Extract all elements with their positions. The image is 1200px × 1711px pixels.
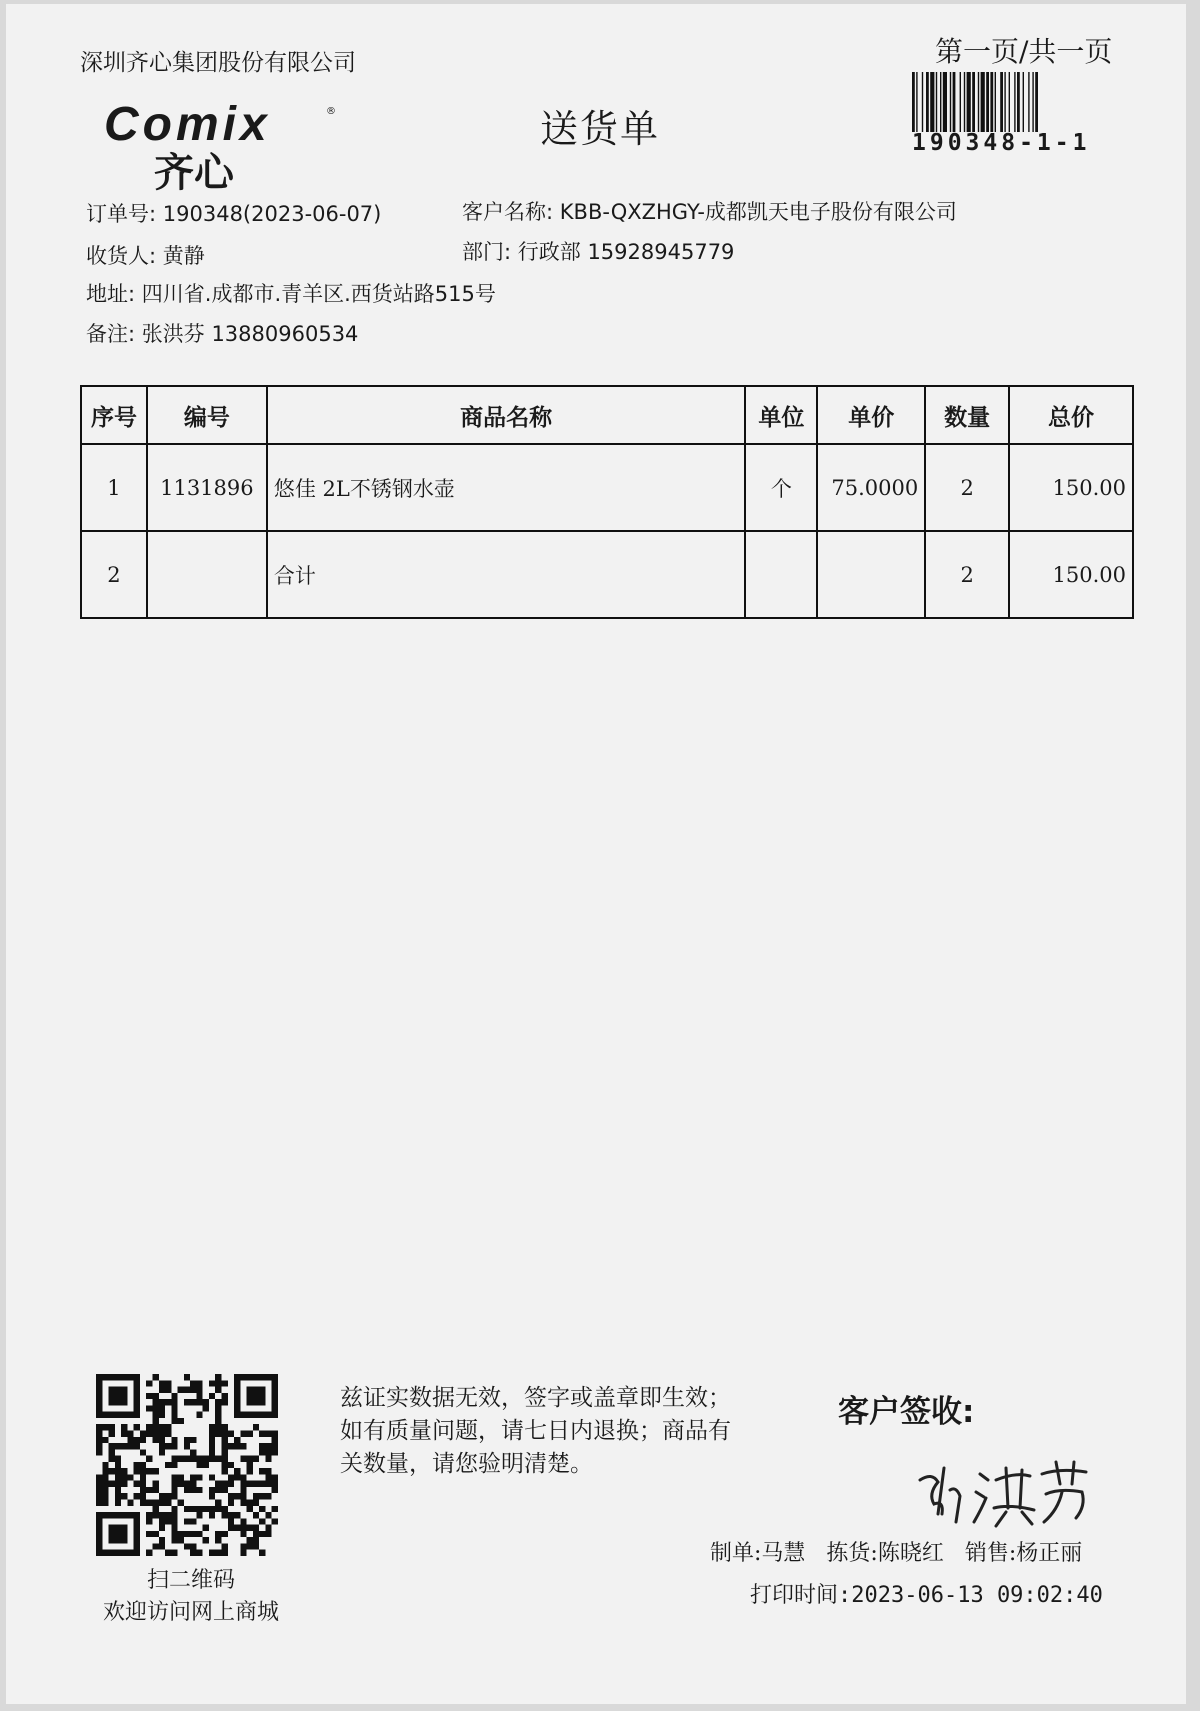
cell-unit-price: 75.0000	[817, 444, 925, 531]
cell-seq: 1	[81, 444, 147, 531]
qr-caption-line-2: 欢迎访问网上商城	[102, 1600, 279, 1625]
comix-logo	[104, 96, 340, 194]
picker: 拣货:陈晓红	[826, 1541, 944, 1566]
header-product-name: 商品名称	[267, 386, 746, 444]
cell-unit	[745, 531, 817, 618]
notice-text: 兹证实数据无效，签字或盖章即生效；如有质量问题，请七日内退换；商品有关数量，请您验明清楚。	[340, 1385, 731, 1477]
cell-total: 150.00	[1009, 444, 1133, 531]
svg-text:®: ®	[326, 106, 336, 117]
logo-subtext: 齐心	[154, 150, 234, 194]
remark-field: 备注: 张洪芬 13880960534	[86, 322, 359, 346]
order-number: 190348(2023-06-07)	[162, 202, 382, 226]
customer-name: KBB-QXZHGY-成都凯天电子股份有限公司	[559, 200, 957, 224]
cell-code	[147, 531, 267, 618]
header-unit: 单位	[745, 386, 817, 444]
sales: 销售:杨正丽	[964, 1541, 1083, 1566]
receiver-name: 黄静	[162, 244, 205, 268]
barcode-number: 190348-1-1	[912, 130, 1091, 156]
customer-signature-label: 客户签收:	[838, 1394, 975, 1430]
staff-info	[710, 1536, 1096, 1567]
cell-product-name: 合计	[267, 531, 746, 618]
cell-quantity: 2	[925, 531, 1009, 618]
table-row-total	[81, 531, 1133, 618]
document-title: 送货单	[540, 107, 661, 151]
receiver-field: 收货人: 黄静	[86, 244, 205, 268]
goods-table	[80, 385, 1134, 619]
cell-code: 1131896	[147, 444, 267, 531]
cell-seq: 2	[81, 531, 147, 618]
maker: 制单:马慧	[710, 1541, 806, 1566]
address: 四川省.成都市.青羊区.西货站路515号	[141, 282, 496, 306]
print-time: 打印时间:2023-06-13 09:02:40	[750, 1583, 1103, 1608]
cell-product-name: 悠佳 2L不锈钢水壶	[267, 444, 746, 531]
remark: 张洪芬 13880960534	[141, 322, 359, 346]
department: 行政部 15928945779	[517, 240, 735, 264]
cell-total: 150.00	[1009, 531, 1133, 618]
company-name: 深圳齐心集团股份有限公司	[80, 50, 356, 76]
table-header-row	[81, 386, 1133, 444]
address-field: 地址: 四川省.成都市.青羊区.西货站路515号	[86, 282, 496, 306]
header-seq: 序号	[81, 386, 147, 444]
qr-code-image	[96, 1374, 278, 1556]
header-quantity: 数量	[925, 386, 1009, 444]
cell-unit: 个	[745, 444, 817, 531]
header-code: 编号	[147, 386, 267, 444]
qr-caption-line-1: 扫二维码	[146, 1568, 235, 1593]
header-total: 总价	[1009, 386, 1133, 444]
order-number-field: 订单号: 190348(2023-06-07)	[86, 202, 382, 226]
table-row	[81, 444, 1133, 531]
customer-field: 客户名称: KBB-QXZHGY-成都凯天电子股份有限公司	[462, 200, 957, 224]
cell-quantity: 2	[925, 444, 1009, 531]
logo-text: Comix	[104, 98, 271, 151]
qr-caption	[86, 1565, 296, 1629]
header-unit-price: 单价	[817, 386, 925, 444]
department-field: 部门: 行政部 15928945779	[462, 240, 735, 264]
handwritten-signature	[910, 1450, 1100, 1530]
cell-unit-price	[817, 531, 925, 618]
page-info: 第一页/共一页	[935, 35, 1113, 68]
barcode-image	[910, 72, 1132, 132]
